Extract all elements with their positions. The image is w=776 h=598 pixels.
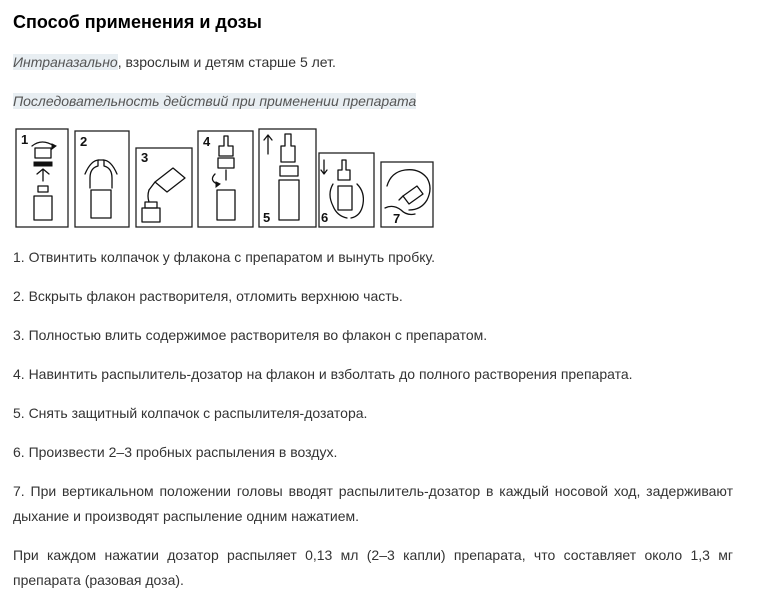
step-4: 4. Навинтить распылитель-дозатор на флакон и взболтать до полного растворения препарата.	[13, 366, 633, 382]
pour-solvent-icon	[136, 148, 192, 227]
route-highlight: Интраназально	[13, 54, 118, 70]
sequence-heading-line	[13, 91, 416, 111]
nasal-spray-icon	[381, 162, 433, 227]
test-spray-icon	[319, 153, 374, 227]
step-7: 7. При вертикальном положении головы вводят распылитель-дозатор в каждый носовой ход, задерживают дыхание и производят распыление одним нажатием.	[13, 483, 733, 524]
panel-number: 4	[203, 134, 211, 149]
step-3: 3. Полностью влить содержимое растворителя во флакон с препаратом.	[13, 327, 488, 343]
route-rest: , взрослым и детям старше 5 лет.	[117, 54, 336, 70]
panel-number: 6	[321, 210, 329, 225]
panel-number: 1	[21, 132, 29, 147]
step-1: 1. Отвинтить колпачок у флакона с препаратом и вынуть пробку.	[13, 249, 436, 265]
remove-cap-icon	[259, 129, 316, 227]
step-2: 2. Вскрыть флакон растворителя, отломить верхнюю часть.	[13, 288, 403, 304]
intro-line	[13, 52, 336, 72]
sequence-heading: Последовательность действий при применении препарата	[13, 93, 417, 109]
bottle-uncap-icon	[16, 129, 68, 227]
panel-number: 7	[393, 211, 401, 226]
step-6: 6. Произвести 2–3 пробных распыления в воздух.	[13, 444, 338, 460]
panel-number: 2	[80, 134, 88, 149]
panel-number: 5	[263, 210, 271, 225]
panel-number: 3	[141, 150, 149, 165]
instruction-illustration	[15, 126, 435, 230]
dose-note: При каждом нажатии дозатор распыляет 0,13 мл (2–3 капли) препарата, что составляет около 1,3 мг препарата (разовая доза).	[13, 547, 733, 588]
section-title: Способ применения и дозы	[13, 12, 262, 32]
solvent-ampoule-icon	[75, 131, 129, 227]
attach-sprayer-icon	[198, 131, 253, 227]
step-5: 5. Снять защитный колпачок с распылителя-дозатора.	[13, 405, 368, 421]
